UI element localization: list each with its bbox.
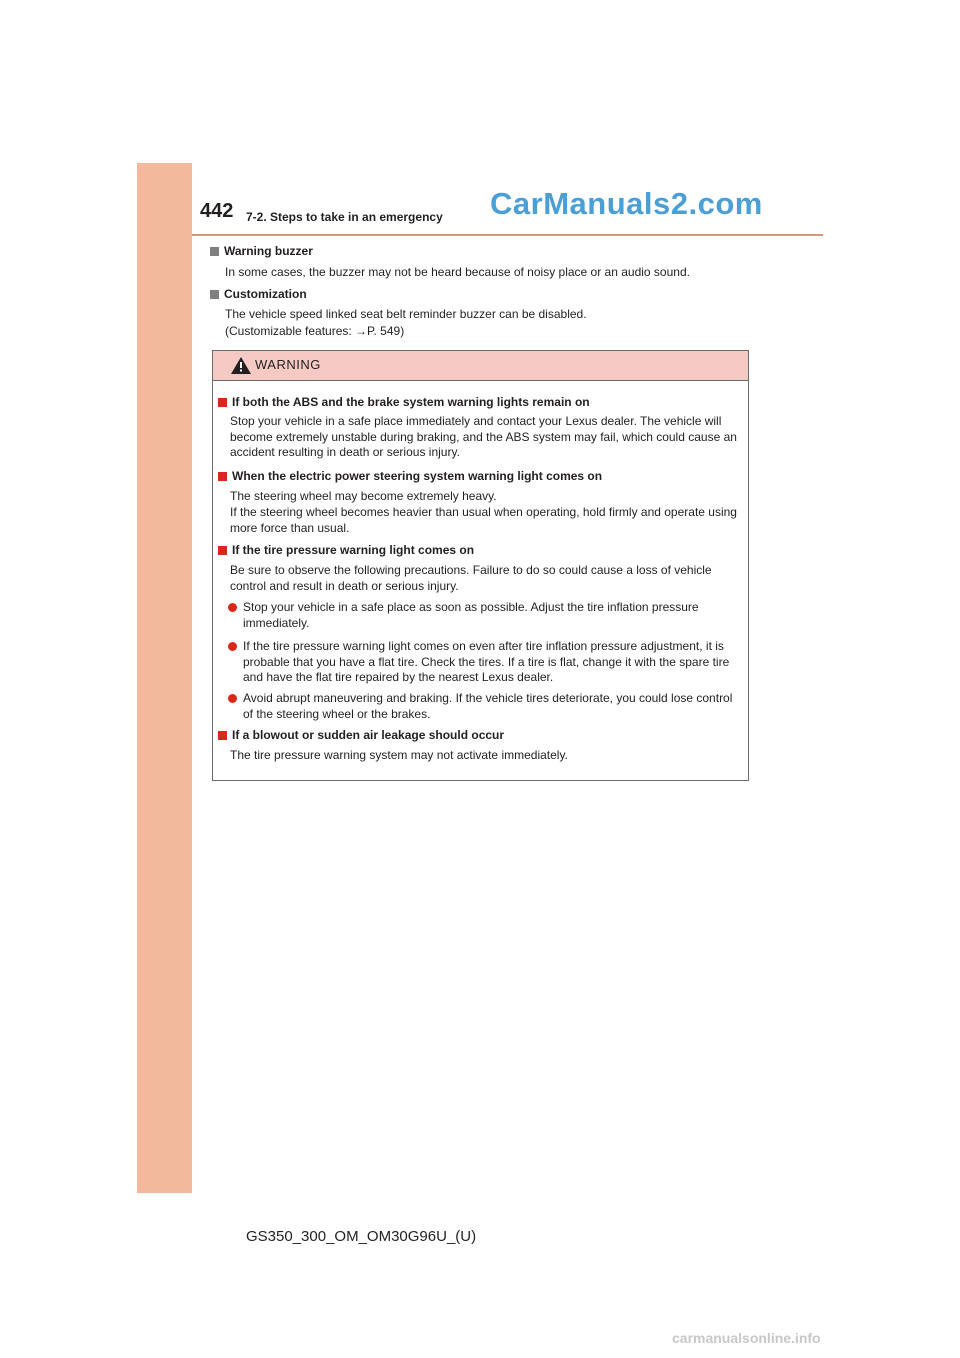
warning-bullet: Avoid abrupt maneuvering and braking. If the vehicle tires deteriorate, you could lose control of the steering wheel or the brakes.	[228, 691, 743, 722]
site-watermark: carmanualsonline.info	[672, 1330, 821, 1346]
warning-section-text: The tire pressure warning system may not activate immediately.	[230, 748, 568, 762]
circle-bullet-icon	[228, 603, 237, 612]
warning-box	[212, 350, 749, 781]
square-bullet-icon	[218, 472, 227, 481]
page-number: 442	[200, 200, 234, 222]
document-code: GS350_300_OM_OM30G96U_(U)	[246, 1228, 477, 1245]
warning-section-heading: If the tire pressure warning light comes on	[218, 543, 474, 557]
square-bullet-icon	[210, 290, 219, 299]
item-body-line: (Customizable features: →P. 549)	[225, 324, 405, 338]
square-bullet-icon	[210, 247, 219, 256]
circle-bullet-icon	[228, 694, 237, 703]
square-bullet-icon	[218, 398, 227, 407]
item-heading-customization	[210, 287, 307, 301]
warning-section-text: Stop your vehicle in a safe place immediately and contact your Lexus dealer. The vehicle will become extremely unstable during braking, and the ABS system may fail, which could cause an accident resulting in death or serious injury.	[230, 414, 737, 459]
item-heading-warning-buzzer	[210, 244, 313, 258]
item-body-line: The vehicle speed linked seat belt reminder buzzer can be disabled.	[225, 307, 587, 321]
square-bullet-icon	[218, 731, 227, 740]
circle-bullet-icon	[228, 642, 237, 651]
item-heading-label: Customization	[224, 287, 307, 301]
warning-header	[213, 351, 748, 381]
warning-title: WARNING	[255, 357, 321, 372]
warning-section-text: The steering wheel may become extremely heavy.	[230, 489, 497, 503]
warning-section-heading: If both the ABS and the brake system warning lights remain on	[218, 395, 590, 409]
warning-section-heading: When the electric power steering system warning light comes on	[218, 469, 602, 483]
watermark-logo: CarManuals2.com	[490, 186, 763, 221]
warning-triangle-icon	[231, 357, 251, 374]
square-bullet-icon	[218, 546, 227, 555]
item-heading-label: Warning buzzer	[224, 244, 313, 258]
header-divider	[192, 234, 823, 236]
section-title: 7-2. Steps to take in an emergency	[246, 210, 443, 224]
warning-section-text: Be sure to observe the following precautions. Failure to do so could cause a loss of vehicle control and result in death or serious injury.	[230, 563, 712, 593]
warning-section-text: If the steering wheel becomes heavier than usual when operating, hold firmly and operate using more force than usual.	[230, 505, 737, 535]
warning-bullet: If the tire pressure warning light comes on even after tire inflation pressure adjustment, it is probable that you have a flat tire. Check the tires. If a tire is flat, change it with the spare tire and have the flat tire repaired by the nearest Lexus dealer.	[228, 639, 743, 686]
item-body-line: In some cases, the buzzer may not be heard because of noisy place or an audio sound.	[225, 265, 690, 279]
warning-section-heading: If a blowout or sudden air leakage should occur	[218, 728, 504, 742]
warning-bullet: Stop your vehicle in a safe place as soon as possible. Adjust the tire inflation pressure immediately.	[228, 600, 743, 631]
chapter-sidebar-band	[137, 163, 192, 1193]
